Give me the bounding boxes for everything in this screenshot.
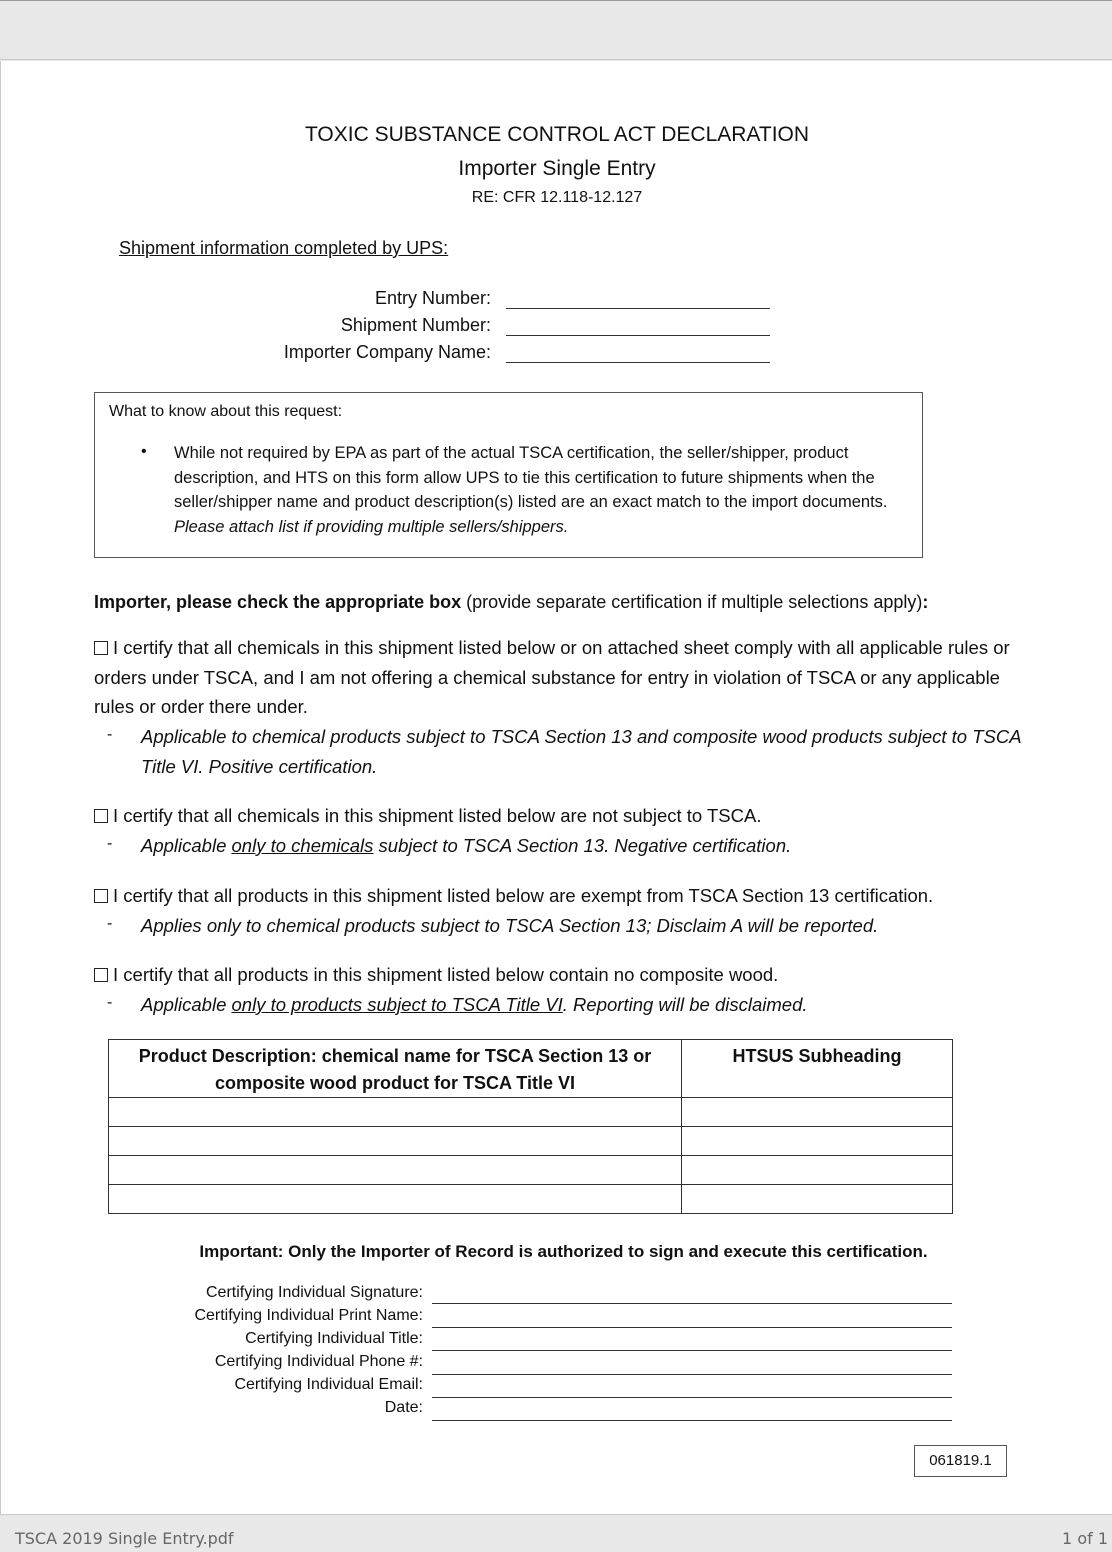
email-field[interactable]: [432, 1397, 952, 1398]
instruction-line: [94, 592, 928, 613]
option-3-dash: -: [107, 915, 113, 932]
option-4-note-post: . Reporting will be disclaimed.: [562, 994, 808, 1015]
option-4-note-underlined: only to products subject to TSCA Title VI: [231, 994, 563, 1015]
phone-field[interactable]: [432, 1374, 952, 1375]
option-2-dash: -: [107, 835, 113, 852]
table-row: [109, 1156, 953, 1185]
product-table: [108, 1039, 953, 1214]
option-1-dash: -: [107, 726, 113, 743]
htsus-subheading-cell[interactable]: [682, 1156, 953, 1185]
option-1-note-text: Applicable to chemical products subject to TSCA Section 13 and composite wood products subject to TSCA Title VI. Positive certification.: [141, 726, 1021, 777]
shipment-number-label: Shipment Number:: [340, 315, 491, 335]
shipment-section-heading: Shipment information completed by UPS:: [119, 238, 449, 258]
info-box-italic-note: Please attach list if providing multiple sellers/shippers.: [174, 517, 569, 536]
option-3-text: I certify that all products in this shipment listed below are exempt from TSCA Section 13 certification.: [113, 885, 934, 906]
phone-label: Certifying Individual Phone #:: [214, 1353, 423, 1370]
column-header-product-description: Product Description: chemical name for TSCA Section 13 or composite wood product for TSCA Title VI: [109, 1040, 682, 1098]
option-2-note-underlined: only to chemicals: [231, 835, 374, 856]
table-row: [109, 1127, 953, 1156]
option-4: [94, 960, 1054, 990]
option-1-checkbox[interactable]: [94, 641, 108, 655]
product-description-cell[interactable]: [109, 1156, 682, 1185]
htsus-subheading-cell[interactable]: [682, 1127, 953, 1156]
option-1: [94, 633, 1029, 722]
htsus-subheading-cell[interactable]: [682, 1098, 953, 1127]
entry-number-label: Entry Number:: [374, 288, 491, 308]
title-field[interactable]: [432, 1350, 952, 1351]
filename-label: TSCA 2019 Single Entry.pdf: [15, 1529, 234, 1548]
document-reference: RE: CFR 12.118-12.127: [471, 189, 643, 206]
option-2-note-pre: Applicable: [141, 835, 232, 856]
option-2-checkbox[interactable]: [94, 809, 108, 823]
product-description-cell[interactable]: [109, 1185, 682, 1214]
viewer-status-bar: [0, 1514, 1112, 1552]
option-3: [94, 881, 1054, 911]
product-description-cell[interactable]: [109, 1127, 682, 1156]
table-row: [109, 1185, 953, 1214]
option-2-note-post: subject to TSCA Section 13. Negative certification.: [373, 835, 792, 856]
print-name-label: Certifying Individual Print Name:: [194, 1307, 423, 1324]
option-4-note: [141, 990, 808, 1020]
info-box-text: [174, 441, 914, 539]
importer-company-label: Importer Company Name:: [283, 342, 491, 362]
info-box-bullet-text: While not required by EPA as part of the actual TSCA certification, the seller/shipper, product description, and HTS on this form allow UPS to tie this certification to future shipments when the seller/shipper name and product description(s) listed are an exact match to the import documents.: [174, 444, 888, 511]
option-4-note-pre: Applicable: [141, 994, 232, 1015]
option-4-text: I certify that all products in this shipment listed below contain no composite wood.: [113, 964, 779, 985]
signature-field[interactable]: [432, 1303, 952, 1304]
bullet-icon: •: [141, 443, 147, 460]
info-box-heading: What to know about this request:: [109, 403, 343, 420]
htsus-subheading-cell[interactable]: [682, 1185, 953, 1214]
signature-label: Certifying Individual Signature:: [205, 1284, 423, 1301]
option-2-note: [141, 831, 791, 861]
title-label: Certifying Individual Title:: [245, 1330, 423, 1347]
pdf-page: [0, 61, 1112, 1514]
option-2: [94, 801, 1054, 831]
viewer-toolbar: [0, 0, 1112, 60]
page-indicator: 1 of 1: [1062, 1529, 1108, 1548]
option-4-checkbox[interactable]: [94, 968, 108, 982]
document-title: TOXIC SUBSTANCE CONTROL ACT DECLARATION: [304, 123, 810, 146]
option-1-note: [141, 722, 1036, 781]
table-row: [109, 1098, 953, 1127]
date-field[interactable]: [432, 1420, 952, 1421]
product-description-cell[interactable]: [109, 1098, 682, 1127]
column-header-htsus-subheading: HTSUS Subheading: [682, 1040, 953, 1098]
print-name-field[interactable]: [432, 1327, 952, 1328]
instruction-bold: Importer, please check the appropriate box: [94, 592, 462, 612]
instruction-colon: :: [922, 592, 929, 612]
instruction-normal: (provide separate certification if multiple selections apply): [461, 592, 923, 612]
option-3-checkbox[interactable]: [94, 889, 108, 903]
option-2-text: I certify that all chemicals in this shipment listed below are not subject to TSCA.: [113, 805, 762, 826]
form-id-box: 061819.1: [914, 1445, 1007, 1477]
option-3-note: Applies only to chemical products subject to TSCA Section 13; Disclaim A will be reported.: [141, 915, 879, 936]
importer-company-field[interactable]: [506, 362, 770, 363]
option-4-dash: -: [107, 994, 113, 1011]
date-label: Date:: [384, 1399, 423, 1416]
entry-number-field[interactable]: [506, 308, 770, 309]
document-subtitle: Importer Single Entry: [458, 157, 656, 180]
info-box: [94, 392, 923, 558]
email-label: Certifying Individual Email:: [234, 1376, 423, 1393]
option-1-text: I certify that all chemicals in this shipment listed below or on attached sheet comply with all applicable rules or orders under TSCA, and I am not offering a chemical substance for entry in violation of TSCA or any applicable rules or order there under.: [94, 637, 1010, 717]
shipment-number-field[interactable]: [506, 335, 770, 336]
important-notice: Important: Only the Importer of Record is authorized to sign and execute this certification.: [199, 1242, 928, 1261]
